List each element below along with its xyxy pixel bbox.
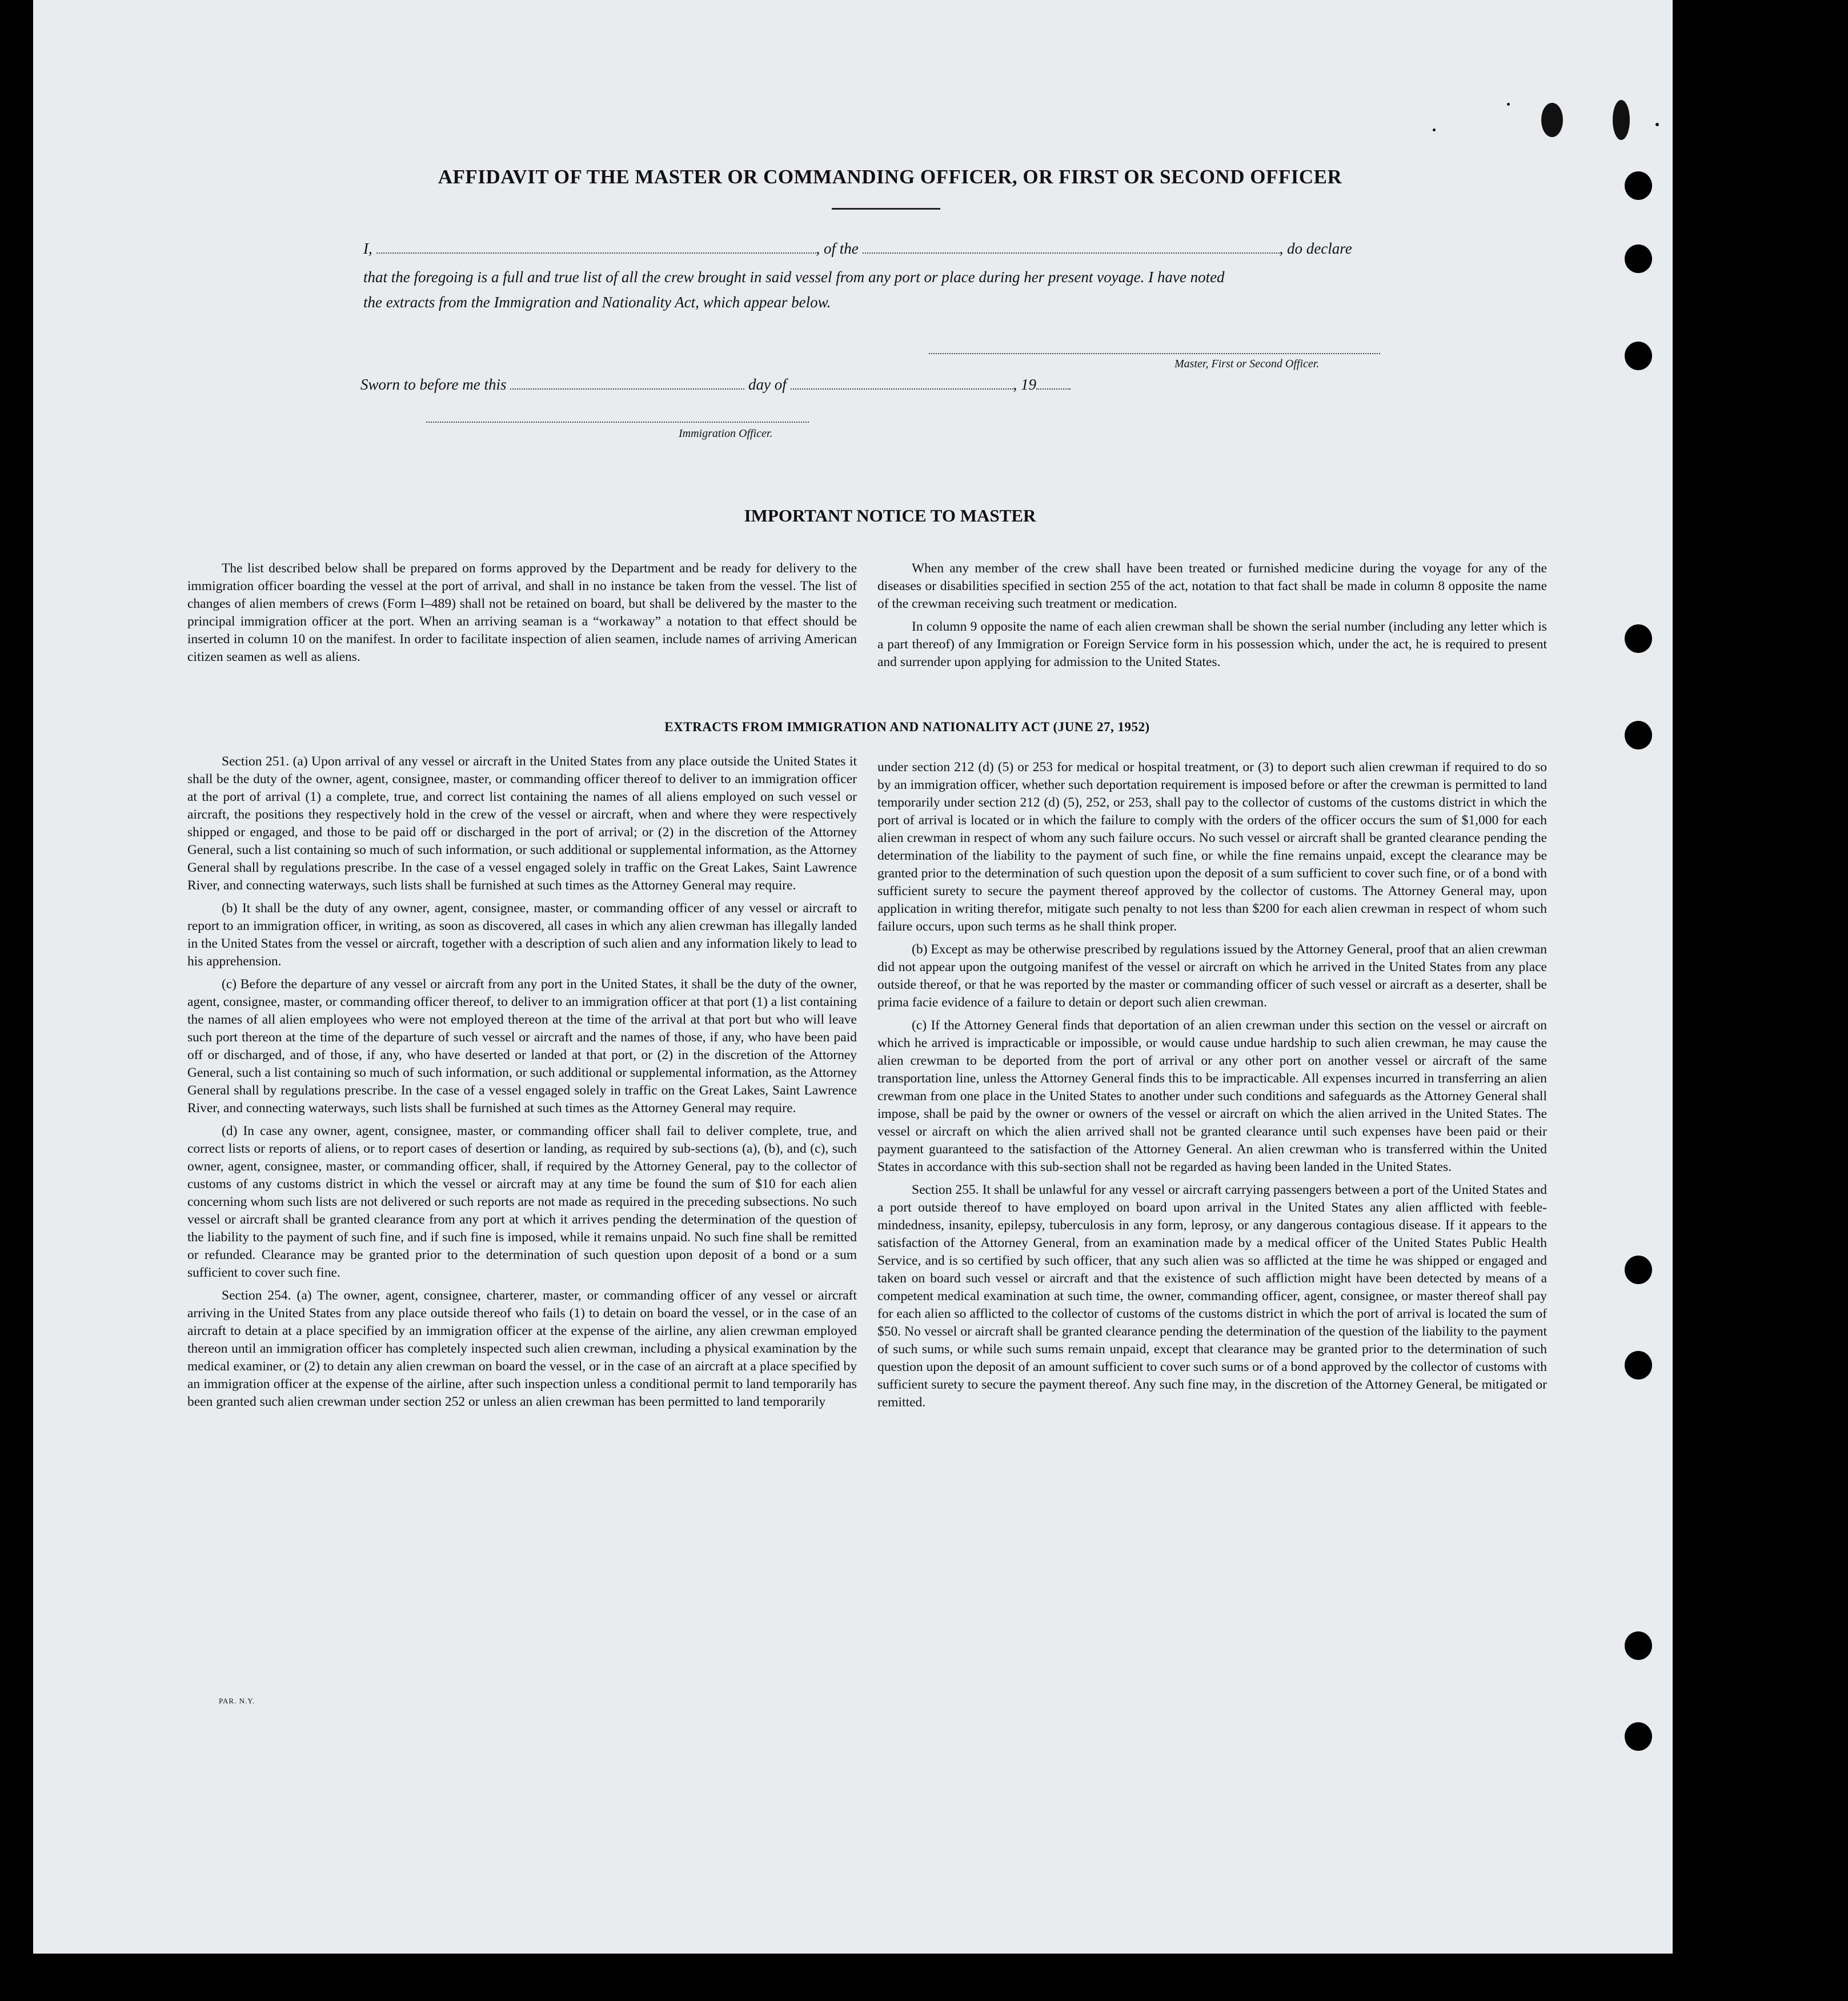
sworn-start: Sworn to before me this	[360, 376, 507, 393]
master-signature-line	[929, 353, 1380, 354]
ink-speck	[1507, 103, 1510, 106]
binder-hole	[1625, 171, 1652, 200]
notice-left-paragraph: The list described below shall be prepared on forms approved by the Department and be ready for delivery to the immigration officer boarding the vessel at the port of arrival, and shall in no instance be taken from the vessel. The list of changes of alien members of crews (Form I–489) shall not be retained on board, but shall be delivered by the master to the principal immigration officer at the port. When an arriving seaman is a “workaway” a notation to that effect should be inserted in column 10 on the manifest. In order to facilitate inspection of alien seamen, include names of arriving American citizen seamen as well as aliens.	[187, 561, 857, 664]
section-255: Section 255. It shall be unlawful for any vessel or aircraft carrying passengers between a port of the United States and a port outside thereof to have employed on board upon arrival in the United States any alien afflicted with feeble-mindedness, insanity, epilepsy, tuberculosis in any form, leprosy, or any dangerous contagious disease. If it appears to the satisfaction of the Attorney General, from an examination made by a medical officer of the United States Public Health Service, and is so certified by such officer, that any such alien was so afflicted at the time he was shipped or engaged and taken on board such vessel or aircraft and that the existence of such affliction might have been detected by means of a competent medical examination at such time, the owner, commanding officer, agent, consignee, or master thereof shall pay for each alien so afflicted to the collector of customs of the customs district in which the port of arrival is located the sum of $50. No vessel or aircraft shall be granted clearance pending the determination of the question of the liability to the payment of such sums, or while such sums remain unpaid, except that clearance may be granted prior to the determination of such question upon the deposit of an amount sufficient to cover such sums or of a bond approved by the collector of customs with sufficient surety to secure the payment thereof. Any such fine may, in the discretion of the Attorney General, be mitigated or remitted.	[877, 1182, 1547, 1410]
binder-hole	[1625, 342, 1652, 370]
section-254-b: (b) Except as may be otherwise prescribed by regulations issued by the Attorney General, proof that an alien crewman did not appear upon the outgoing manifest of the vessel or aircraft on which he arrived in the United States from any place outside thereof, or that he was reported by the master or commanding officer of such vessel or aircraft as a deserter, shall be prima facie evidence of a failure to detain or deport such alien crewman.	[877, 942, 1547, 1010]
notice-title: IMPORTANT NOTICE TO MASTER	[744, 506, 1036, 526]
section-251-d: (d) In case any owner, agent, consignee, master, or commanding officer shall fail to deliver complete, true, and correct lists or reports of aliens, or to report cases of desertion or landing, as required by sub-sections (a), (b), and (c), such owner, agent, consignee, master, or commanding officer, shall, if required by the Attorney General, pay to the collector of customs of any customs district in which the vessel or aircraft may at any time be found the sum of $10 for each alien concerning whom such lists are not delivered or such reports are not made as required in the preceding subsections. No such vessel or aircraft shall be granted clearance from any port at which it arrives pending the determination of the question of the liability to the payment of such fine, and if such fine is imposed, while it remains unpaid. No such fine shall be remitted or refunded. Clearance may be granted prior to the determination of such question upon deposit of a bond or a sum sufficient to cover such fine.	[187, 1124, 857, 1280]
master-signature-label: Master, First or Second Officer.	[1174, 358, 1320, 370]
notice-left-column	[187, 560, 857, 671]
section-251-b: (b) It shall be the duty of any owner, agent, consignee, master, or commanding officer of any vessel or aircraft to report to an immigration officer, in writing, as soon as discovered, all cases in which any alien crewman has illegally landed in the United States from the vessel or aircraft, together with a description of such alien and any information likely to lead to his apprehension.	[187, 901, 857, 969]
ink-speck	[1655, 123, 1659, 126]
notice-right-paragraph-1: When any member of the crew shall have been treated or furnished medicine during the voyage for any of the diseases or disabilities specified in section 255 of the act, notation to that fact shall be made in column 8 opposite the name of the crewman receiving such treatment or medication.	[877, 561, 1547, 611]
binder-hole	[1625, 624, 1652, 653]
section-251-c: (c) Before the departure of any vessel or aircraft from any port in the United States, it shall be the duty of the owner, agent, consignee, master, or commanding officer thereof, to deliver to an immigration officer at that port (1) a list containing the names of all alien employees who were not employed thereon at the time of the arrival at that port but who will leave such port thereon at the time of the departure of such vessel or aircraft and the names of those, if any, who have been paid off or discharged, and of those, if any, who have deserted or landed at that port, or (2) in the discretion of the Attorney General, such a list containing so much of such information, or such additional or supplemental information, as the Attorney General shall by regulations prescribe. In the case of a vessel engaged solely in traffic on the Great Lakes, Saint Lawrence River, and connecting waterways, such lists shall be furnished at such times as the Attorney General may require.	[187, 977, 857, 1116]
binder-hole	[1625, 1256, 1652, 1284]
notice-right-column	[877, 560, 1547, 676]
section-254-c: (c) If the Attorney General finds that deportation of an alien crewman under this section on the vessel or aircraft on which he arrived is impracticable or impossible, or would cause undue hardship to such alien crewman, he may cause the alien crewman to be deported from the port of arrival or any other port on another vessel or aircraft of the same transportation line, unless the Attorney General finds this to be impracticable. All expenses incurred in transferring an alien crewman from one place in the United States to another under such conditions and safeguards as the Attorney General shall impose, shall be paid by the owner or owners of the vessel or aircraft on which the alien arrived in the United States. The vessel or aircraft on which the alien arrived shall not be granted clearance until such expenses have been paid or their payment guaranteed to the satisfaction of the Attorney General. An alien crewman who is transferred within the United States in accordance with this sub-section shall not be regarded as having been landed in the United States.	[877, 1018, 1547, 1174]
document-page	[33, 0, 1673, 1954]
extracts-left-column	[187, 753, 857, 1416]
declaration-line-2: that the foregoing is a full and true list of all the crew brought in said vessel from any port or place during her present voyage. I have noted	[363, 268, 1225, 286]
declaration-mid: , of the	[816, 240, 859, 257]
ink-speck	[1541, 103, 1563, 137]
ink-speck	[1613, 100, 1630, 140]
sworn-mid: day of	[748, 376, 787, 393]
declaration-line-3: the extracts from the Immigration and Nationality Act, which appear below.	[363, 294, 831, 311]
section-251-a: Section 251. (a) Upon arrival of any vessel or aircraft in the United States from any place outside the United States it shall be the duty of the owner, agent, consignee, master, or commanding officer thereof to deliver to an immigration officer at the port of arrival (1) a complete, true, and correct list containing the names of all aliens employed on such vessel or aircraft, the positions they respectively hold in the crew of the vessel or aircraft, when and where they were respectively shipped or engaged, and those to be paid off or discharged in the port of arrival; or (2) in the discretion of the Attorney General, such a list containing so much of such information, or such additional or supplemental information, as the Attorney General shall by regulations prescribe. In the case of a vessel engaged solely in traffic on the Great Lakes, Saint Lawrence River, and connecting waterways, such lists shall be furnished at such times as the Attorney General may require.	[187, 754, 857, 893]
binder-hole	[1625, 244, 1652, 273]
ink-speck	[1433, 129, 1436, 131]
declaration-end: , do declare	[1279, 240, 1352, 257]
title-divider	[832, 208, 940, 210]
section-254-a-continued: under section 212 (d) (5) or 253 for medical or hospital treatment, or (3) to deport such alien crewman if required to do so by an immigration officer, whether such deportation requirement is imposed before or after the crewman is permitted to land temporarily under section 212 (d) (5), 252, or 253, shall pay to the collector of customs of the customs district in which the port of arrival is located or in which the failure to comply with the orders of the officer occurs the sum of $1,000 for each alien crewman in respect of whom any such failure occurs. No such vessel or aircraft shall be granted clearance pending the determination of the liability to the payment of such fine, or while the fine remains unpaid, except the clearance may be granted prior to the determination of such question upon the deposit of a sum sufficient to cover such fine, or of a bond with sufficient surety to secure the payment thereof approved by the collector of customs. The Attorney General may, upon application in writing therefor, mitigate such penalty to not less than $200 for each alien crewman in respect of whom such failure occurs, upon such terms as he shall think proper.	[877, 760, 1547, 934]
binder-hole	[1625, 1351, 1652, 1380]
declaration-line-1	[363, 240, 1352, 258]
printer-mark: PAR. N.Y.	[219, 1697, 255, 1705]
extracts-right-column	[877, 759, 1547, 1417]
affidavit-title: AFFIDAVIT OF THE MASTER OR COMMANDING OFFICER, OR FIRST OR SECOND OFFICER	[438, 166, 1342, 188]
month-blank	[791, 376, 1013, 390]
binder-hole	[1625, 721, 1652, 749]
vessel-blank	[863, 240, 1280, 254]
year-blank	[1036, 376, 1071, 390]
section-254-a: Section 254. (a) The owner, agent, consignee, charterer, master, or commanding officer of any vessel or aircraft arriving in the United States from any place outside thereof who fails (1) to detain on board the vessel, or in the case of an aircraft to detain at a place specified by an immigration officer at the expense of the airline, any alien crewman employed thereon until an immigration officer has completely inspected such alien crewman, including a physical examination by the medical examiner, or (2) to detain any alien crewman on board the vessel, or in the case of an aircraft at a place specified by an immigration officer at the expense of the airline, after such inspection unless a conditional permit to land temporarily has been granted such alien crewman under section 252 or unless an alien crewman has been permitted to land temporarily	[187, 1288, 857, 1409]
declaration-start: I,	[363, 240, 372, 257]
officer-signature-label: Immigration Officer.	[679, 427, 773, 440]
binder-hole	[1625, 1722, 1652, 1751]
officer-signature-line	[426, 422, 809, 423]
sworn-end: , 19	[1013, 376, 1036, 393]
binder-hole	[1625, 1631, 1652, 1660]
extracts-title: EXTRACTS FROM IMMIGRATION AND NATIONALITY ACT (JUNE 27, 1952)	[664, 720, 1150, 734]
name-blank	[376, 240, 816, 254]
notice-right-paragraph-2: In column 9 opposite the name of each alien crewman shall be shown the serial number (including any letter which is a part thereof) of any Immigration or Foreign Service form in his possession which, under the act, he is required to present and surrender upon applying for admission to the United States.	[877, 619, 1547, 669]
sworn-line	[360, 376, 1071, 394]
day-blank	[510, 376, 744, 390]
